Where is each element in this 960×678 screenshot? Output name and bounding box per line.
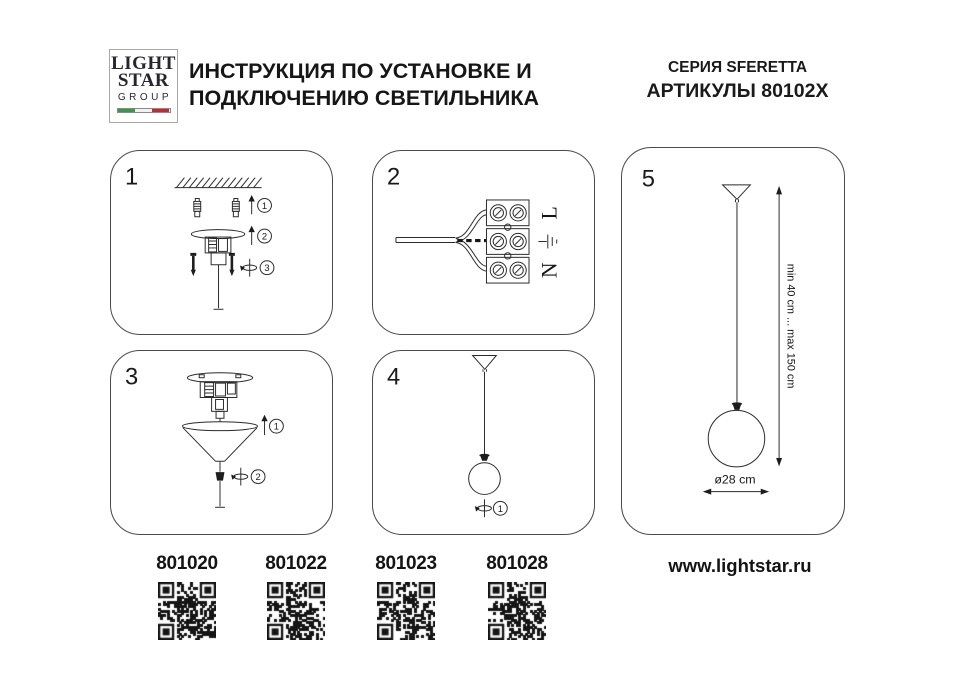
terminal-block bbox=[486, 200, 529, 283]
title-line-1: ИНСТРУКЦИЯ ПО УСТАНОВКЕ И bbox=[189, 59, 532, 83]
suspension-wire bbox=[215, 481, 225, 507]
svg-text:1: 1 bbox=[497, 502, 503, 514]
panel-step-2 bbox=[372, 150, 595, 335]
step-badge bbox=[258, 198, 272, 212]
lock-nut bbox=[216, 472, 225, 480]
panel-dimensions bbox=[621, 147, 845, 535]
step-badge bbox=[269, 419, 283, 433]
website-url: www.lightstar.ru bbox=[668, 555, 812, 576]
flag-white-segment bbox=[135, 109, 152, 112]
shade-fitting bbox=[732, 402, 742, 410]
svg-text:1: 1 bbox=[261, 199, 268, 211]
ceiling-hatch-icon bbox=[175, 178, 262, 188]
article-code: 801020 bbox=[156, 553, 218, 574]
shade-fitting bbox=[479, 454, 489, 461]
articles-label: АРТИКУЛЫ 80102X bbox=[646, 80, 829, 102]
flag-green-segment bbox=[118, 109, 135, 112]
logo-word-group: GROUP bbox=[117, 92, 173, 103]
panel-number: 3 bbox=[125, 364, 139, 391]
panel-step-4 bbox=[372, 350, 595, 535]
height-range-label: min 40 cm ... max 150 cm bbox=[784, 263, 797, 389]
mounting-bracket bbox=[205, 237, 231, 265]
suspension-wire bbox=[214, 265, 224, 310]
svg-text:1: 1 bbox=[273, 420, 280, 432]
rotate-icon bbox=[231, 468, 248, 486]
terminal-label-neutral: N bbox=[537, 262, 562, 279]
svg-text:2: 2 bbox=[261, 230, 268, 242]
article-code: 801022 bbox=[265, 553, 327, 574]
height-dimension-arrow bbox=[776, 186, 782, 466]
logo-word-light: LIGHT bbox=[111, 53, 176, 74]
up-arrow-icon bbox=[249, 226, 255, 245]
diameter-label: ø28 cm bbox=[714, 472, 756, 487]
lightstar-logo bbox=[109, 49, 178, 123]
title-line-2: ПОДКЛЮЧЕНИЮ СВЕТИЛЬНИКА bbox=[189, 86, 540, 110]
rotate-icon bbox=[240, 259, 257, 277]
svg-text:3: 3 bbox=[264, 262, 270, 274]
article-item bbox=[457, 553, 577, 640]
article-code: 801028 bbox=[486, 553, 548, 574]
flag-red-segment bbox=[152, 109, 169, 112]
mounting-bracket bbox=[200, 382, 237, 419]
step-badge bbox=[251, 470, 265, 484]
qr-code bbox=[158, 582, 216, 640]
panel-number: 2 bbox=[387, 164, 401, 191]
article-item bbox=[127, 553, 247, 640]
panel-number: 4 bbox=[387, 364, 401, 391]
article-code: 801023 bbox=[375, 553, 437, 574]
terminal-screw-icon bbox=[490, 205, 526, 279]
step-badge bbox=[493, 501, 507, 515]
step-badge bbox=[258, 229, 272, 243]
rotate-icon bbox=[475, 499, 492, 517]
panel-number: 1 bbox=[125, 164, 139, 191]
cone-shade bbox=[182, 422, 257, 462]
panel-step-3 bbox=[110, 350, 333, 535]
article-item bbox=[346, 553, 466, 640]
qr-code bbox=[267, 582, 325, 640]
up-arrow-icon bbox=[249, 195, 255, 214]
cone-canopy-icon bbox=[723, 185, 751, 202]
mains-cable bbox=[396, 210, 487, 271]
page-title bbox=[189, 58, 539, 112]
earth-ground-symbol bbox=[538, 235, 556, 249]
pendant-ball bbox=[708, 410, 764, 466]
qr-code bbox=[377, 582, 435, 640]
screw-icon bbox=[229, 253, 235, 276]
terminal-label-live: L bbox=[537, 206, 562, 220]
screw-icon bbox=[190, 253, 196, 276]
up-arrow-icon bbox=[261, 415, 267, 435]
pendant-ball bbox=[469, 463, 501, 495]
italy-flag-bar bbox=[117, 108, 171, 113]
panel-step-1 bbox=[110, 150, 333, 335]
anchor-plug-icon bbox=[232, 198, 239, 216]
anchor-plug-icon bbox=[194, 198, 201, 216]
cone-canopy-icon bbox=[473, 355, 497, 371]
step-badge bbox=[260, 261, 274, 275]
diameter-dimension-arrow bbox=[703, 489, 769, 495]
article-item bbox=[236, 553, 356, 640]
ceiling-plate bbox=[187, 373, 252, 383]
series-name: СЕРИЯ SFERETTA bbox=[667, 59, 808, 76]
panel-number: 5 bbox=[641, 165, 656, 193]
svg-text:2: 2 bbox=[255, 471, 261, 483]
logo-word-star: STAR bbox=[117, 70, 170, 91]
qr-code bbox=[488, 582, 546, 640]
